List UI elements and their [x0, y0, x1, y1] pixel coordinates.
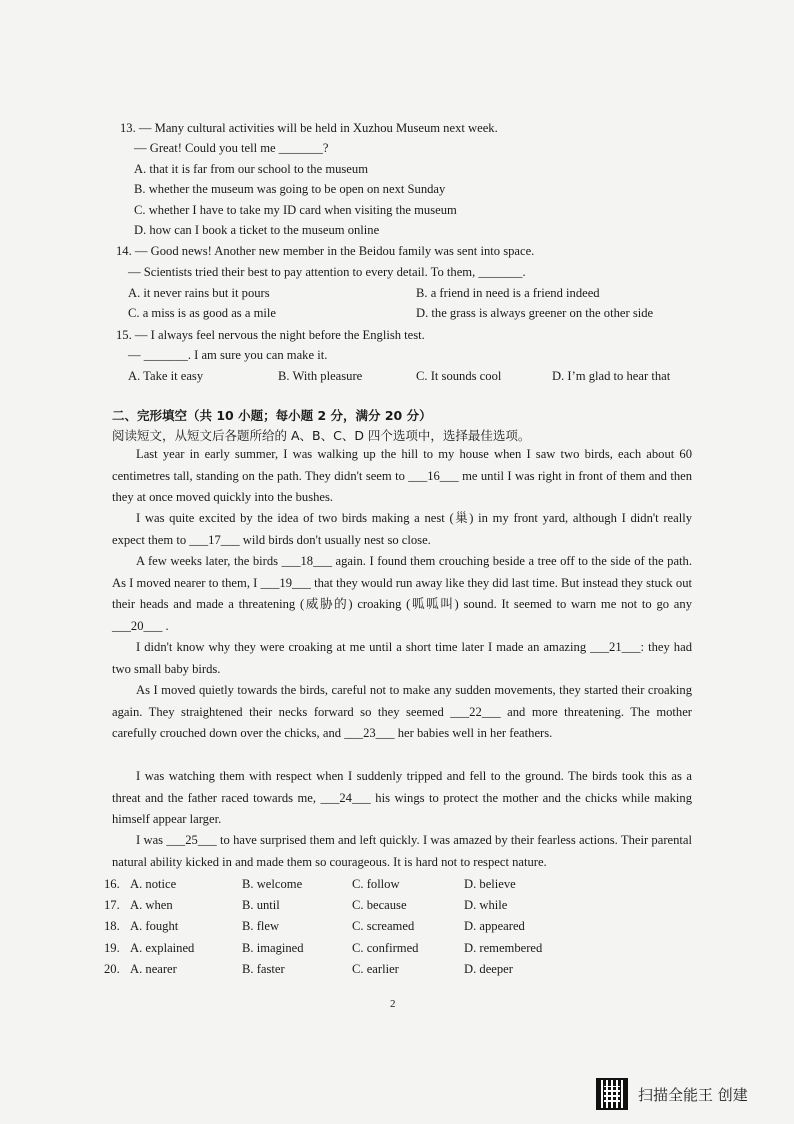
choice-c: C. confirmed	[352, 941, 419, 955]
section2-heading: 二、完形填空（共 10 小题；每小题 2 分，满分 20 分）	[112, 408, 432, 423]
choice-number: 17.	[104, 898, 120, 912]
passage-paragraph-5: As I moved quietly towards the birds, careful not to make any sudden movements, they started their croaking again. They straightened their necks forward so they seemed ___22___ and more threatening. The mother carefully crouched down over the chicks, and ___23___ her babies well in her feathers.	[112, 683, 692, 741]
choice-a: A. explained	[130, 941, 195, 955]
scanner-watermark	[596, 1078, 748, 1110]
choice-d: D. believe	[464, 877, 516, 891]
qr-code-icon	[596, 1078, 628, 1110]
choice-a: A. when	[130, 898, 173, 912]
choice-number: 19.	[104, 941, 120, 955]
choice-row-17	[104, 897, 604, 913]
choice-b: B. welcome	[242, 877, 303, 891]
q13-option-a: A. that it is far from our school to the museum	[134, 162, 368, 176]
choice-a: A. nearer	[130, 962, 177, 976]
q14-option-d: D. the grass is always greener on the other side	[416, 306, 654, 320]
q15-stem: 15. — I always feel nervous the night before the English test.	[116, 328, 425, 342]
q14-reply: — Scientists tried their best to pay attention to every detail. To them, _______.	[128, 265, 526, 279]
choice-d: D. appeared	[464, 919, 525, 933]
q13-option-d: D. how can I book a ticket to the museum online	[134, 223, 380, 237]
choice-row-16	[104, 876, 604, 892]
section2-instruction: 阅读短文，从短文后各题所给的 A、B、C、D 四个选项中，选择最佳选项。	[112, 428, 531, 443]
q13-option-b: B. whether the museum was going to be open on next Sunday	[134, 182, 446, 196]
choice-d: D. deeper	[464, 962, 513, 976]
q15-option-d: D. I’m glad to hear that	[552, 369, 671, 383]
choice-c: C. earlier	[352, 962, 399, 976]
choice-b: B. faster	[242, 962, 285, 976]
choice-a: A. notice	[130, 877, 177, 891]
choice-number: 20.	[104, 962, 120, 976]
q13-stem: 13. — Many cultural activities will be held in Xuzhou Museum next week.	[120, 121, 498, 135]
choice-row-20	[104, 961, 604, 977]
choice-d: D. while	[464, 898, 508, 912]
q14-option-c: C. a miss is as good as a mile	[128, 306, 276, 320]
choice-c: C. screamed	[352, 919, 415, 933]
choice-number: 18.	[104, 919, 120, 933]
q13-reply: — Great! Could you tell me _______?	[134, 141, 329, 155]
q15-option-c: C. It sounds cool	[416, 369, 502, 383]
choice-b: B. until	[242, 898, 280, 912]
passage-paragraph-6: I was watching them with respect when I suddenly tripped and fell to the ground. The birds took this as a threat and the father raced towards me, ___24___ his wings to protect the mother and the chicks while making himself appear larger.	[112, 769, 692, 827]
choice-d: D. remembered	[464, 941, 543, 955]
passage-paragraph-3: A few weeks later, the birds ___18___ again. I found them crouching beside a tree off to the side of the path. As I moved nearer to them, I ___19___ that they would run away like they did last time. But instead they stuck out their heads and made a threatening (威胁的) croaking (呱呱叫) sound. It seemed to warn me not to go any ___20___ .	[112, 554, 692, 633]
passage-paragraph-2: I was quite excited by the idea of two birds making a nest (巢) in my front yard, although I didn't really expect them to ___17___ wild birds don't usually nest so close.	[112, 511, 692, 547]
q15-reply: — _______. I am sure you can make it.	[128, 348, 328, 362]
page-number: 2	[390, 998, 396, 1010]
choice-row-18	[104, 918, 604, 934]
choice-a: A. fought	[130, 919, 179, 933]
q13-option-c: C. whether I have to take my ID card when visiting the museum	[134, 203, 457, 217]
passage-paragraph-4: I didn't know why they were croaking at me until a short time later I made an amazing ___21___: they had two small baby birds.	[112, 640, 692, 676]
passage-paragraph-1: Last year in early summer, I was walking up the hill to my house when I saw two birds, each about 60 centimetres tall, standing on the path. They didn't seem to ___16___ me until I was right in front of them and then they at once moved quickly into the bushes.	[112, 447, 692, 505]
choice-c: C. follow	[352, 877, 400, 891]
passage-paragraph-7: I was ___25___ to have surprised them and left quickly. I was amazed by their fearless actions. Their parental natural ability kicked in and made them so courageous. It is hard not to respect nature.	[112, 833, 692, 869]
choice-row-19	[104, 940, 604, 956]
q14-option-b: B. a friend in need is a friend indeed	[416, 286, 600, 300]
q15-option-b: B. With pleasure	[278, 369, 363, 383]
q14-option-a: A. it never rains but it pours	[128, 286, 270, 300]
choice-c: C. because	[352, 898, 407, 912]
choice-number: 16.	[104, 877, 120, 891]
choice-b: B. imagined	[242, 941, 304, 955]
choice-b: B. flew	[242, 919, 280, 933]
q14-stem: 14. — Good news! Another new member in the Beidou family was sent into space.	[116, 244, 535, 258]
scanner-app-label: 扫描全能王 创建	[638, 1085, 748, 1104]
q15-option-a: A. Take it easy	[128, 369, 204, 383]
